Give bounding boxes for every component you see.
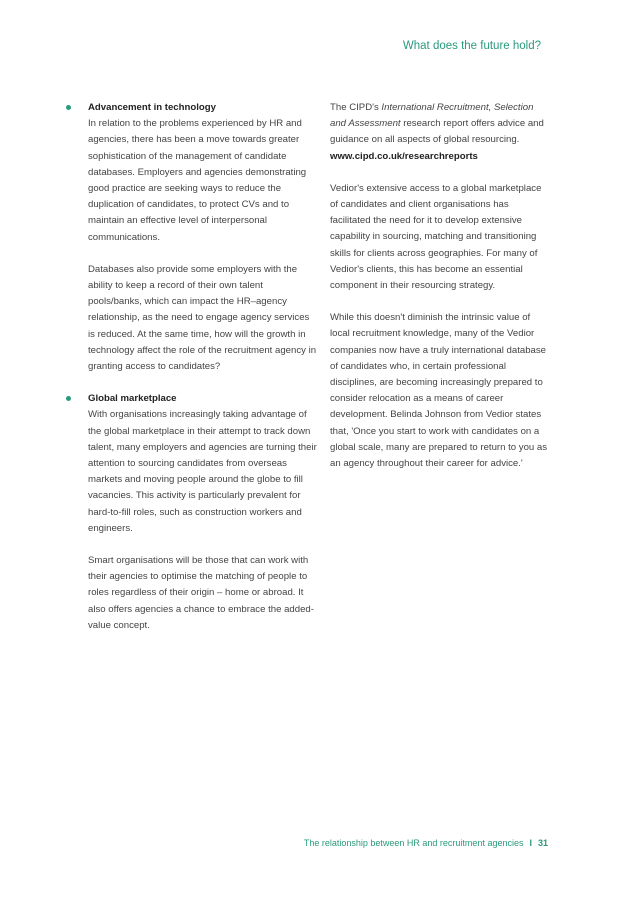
cipd-report-paragraph — [330, 100, 548, 149]
footer-title: The relationship between HR and recruitment agencies — [303, 838, 524, 848]
page-number: 31 — [537, 838, 548, 848]
section-title: Advancement in technology — [88, 102, 216, 113]
page-footer — [304, 838, 548, 848]
research-reports-link[interactable]: www.cipd.co.uk/researchreports — [330, 150, 478, 162]
section-title: Global marketplace — [88, 393, 177, 405]
bullet-icon — [66, 396, 71, 401]
paragraph: Smart organisations will be those that can work with their agencies to optimise the matching of people to roles regardless of their origin – home or abroad. It also offers agencies a chance to embrace the added- value concept. — [88, 555, 314, 631]
paragraph: Databases also provide some employers with the ability to keep a record of their own talent pools/banks, which can impact the HR–agency relationship, as the need to engage agency services is reduced. At the same time, how will the growth in technology affect the role of the recruitment agency in granting access to candidates? — [88, 263, 317, 373]
paragraph: In relation to the problems experienced by HR and agencies, there has been a move towards greater sophistication of the management of candidate databases. Employers and agencies demonstrating good practice are seeking ways to reduce the duplication of candidates, to protect CVs and to maintain an effective level of interpersonal communications. — [88, 118, 307, 243]
running-header: What does the future hold? — [402, 40, 541, 52]
text: research report offers advice and guidance on all aspects of global resourcing. — [330, 118, 544, 146]
section-global-marketplace — [66, 391, 318, 634]
paragraph: Vedior's extensive access to a global marketplace of candidates and client organisations has facilitated the need for it to develop extensive capability in sourcing, matching and transitioning skills for clients across geographies. For many of Vedior's clients, this has become an essential component in their resourcing strategy. — [330, 182, 542, 292]
section-advancement-technology — [66, 100, 318, 375]
report-title: International Recruitment, Selection and Assessment — [330, 102, 534, 130]
bullet-icon — [66, 105, 71, 110]
paragraph: With organisations increasingly taking advantage of the global marketplace in their attempt to track down talent, many employers and agencies are turning their attention to sourcing candidates from overseas markets and moving people around the globe to fill vacancies. This activity is particularly prevalent for hard-to-fill roles, such as construction workers and engineers. — [88, 409, 317, 534]
left-column — [66, 100, 318, 634]
paragraph: While this doesn't diminish the intrinsic value of local recruitment knowledge, many of the Vedior companies now have a truly international database of candidates who, in certain professional disciplines, are becoming increasingly prepared to consider relocation as a means of career development. Belinda Johnson from Vedior states that, 'Once you start to work with candidates on a global scale, many are prepared to return to you as an agency throughout their career for advice.' — [330, 312, 548, 470]
text: The CIPD's — [330, 102, 382, 113]
footer-separator: I — [529, 838, 532, 848]
right-column — [330, 100, 548, 472]
